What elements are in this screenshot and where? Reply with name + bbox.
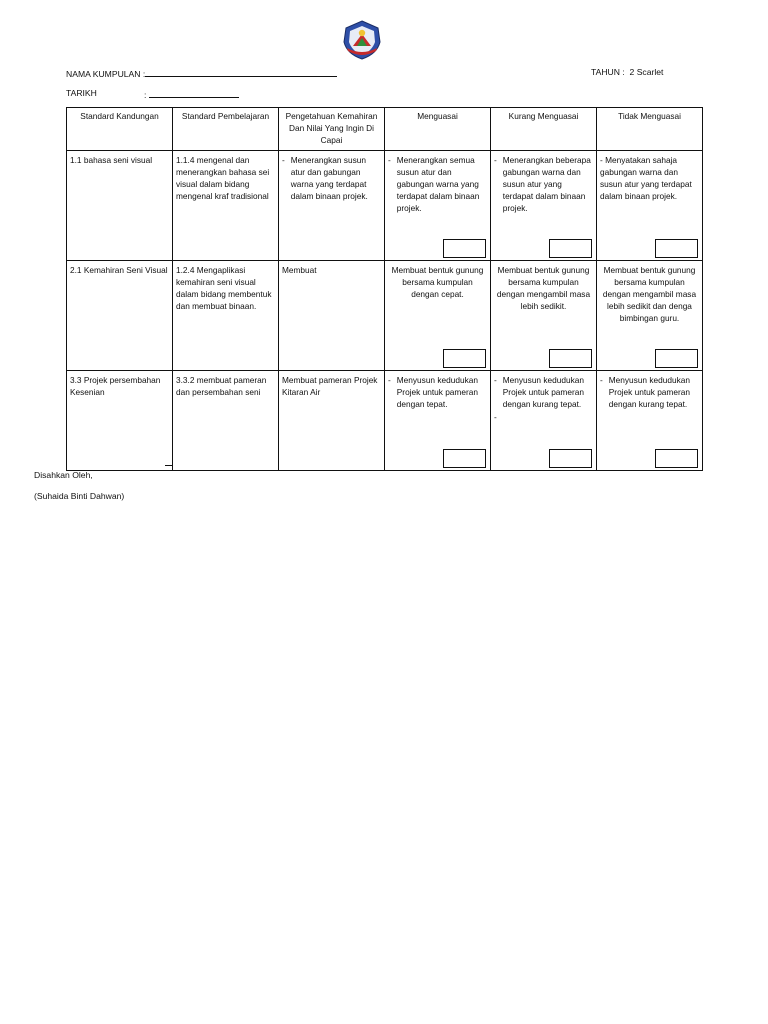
- year-label: TAHUN :: [591, 67, 625, 77]
- signature-line: [165, 465, 172, 466]
- cell-standard-kandungan: 1.1 bahasa seni visual: [67, 150, 173, 260]
- cell-text: Menyusun kedudukan Projek untuk pameran dengan kurang tepat.: [608, 374, 690, 410]
- group-name-line: [66, 67, 337, 79]
- cell-text: Menyusun kedudukan Projek untuk pameran dengan kurang tepat.: [502, 374, 584, 410]
- cell-menguasai: [385, 260, 491, 370]
- bullet-dash: -: [494, 412, 497, 423]
- mark-box[interactable]: [549, 239, 592, 258]
- header-pengetahuan: Pengetahuan Kemahiran Dan Nilai Yang Ingin Di Capai: [279, 108, 385, 151]
- approved-by-label: Disahkan Oleh,: [34, 470, 93, 480]
- bullet-dash: -: [600, 374, 603, 385]
- bullet-dash: -: [494, 374, 497, 385]
- cell-text: Menyusun kedudukan Projek untuk pameran dengan tepat.: [396, 374, 478, 410]
- bullet-dash: -: [388, 374, 391, 385]
- year-value: 2 Scarlet: [629, 67, 664, 77]
- table-row: [67, 260, 703, 370]
- mark-box[interactable]: [655, 449, 698, 468]
- table-row: [67, 150, 703, 260]
- cell-text: Menerangkan susun atur dan gabungan warna yang terdapat dalam binaan projek.: [290, 154, 368, 202]
- header-kurang-menguasai: Kurang Menguasai: [491, 108, 597, 151]
- cell-text: - Menyatakan sahaja gabungan warna dan susun atur yang terdapat dalam binaan projek.: [600, 154, 692, 202]
- mark-box[interactable]: [655, 239, 698, 258]
- mark-box[interactable]: [443, 349, 486, 368]
- cell-menguasai: [385, 370, 491, 470]
- mark-box[interactable]: [443, 449, 486, 468]
- bullet-dash: -: [282, 154, 285, 165]
- cell-text: Membuat bentuk gunung bersama kumpulan dengan mengambil masa lebih sedikit.: [496, 264, 591, 312]
- school-crest-icon: [341, 20, 383, 60]
- mark-box[interactable]: [443, 239, 486, 258]
- cell-standard-kandungan: 2.1 Kemahiran Seni Visual: [67, 260, 173, 370]
- cell-text: Membuat bentuk gunung bersama kumpulan dengan cepat.: [391, 264, 484, 300]
- cell-text: Menerangkan semua susun atur dan gabungan warna yang terdapat dalam binaan projek.: [396, 154, 480, 214]
- cell-standard-pembelajaran: 3.3.2 membuat pameran dan persembahan seni: [173, 370, 279, 470]
- cell-menguasai: [385, 150, 491, 260]
- header-standard-pembelajaran: Standard Pembelajaran: [173, 108, 279, 151]
- cell-tidak-menguasai: [597, 150, 703, 260]
- mark-box[interactable]: [655, 349, 698, 368]
- signatory-name: (Suhaida Binti Dahwan): [34, 491, 125, 501]
- date-blank[interactable]: [149, 88, 239, 98]
- bullet-dash: -: [494, 154, 497, 165]
- header-standard-kandungan: Standard Kandungan: [67, 108, 173, 151]
- cell-pengetahuan: Membuat pameran Projek Kitaran Air: [279, 370, 385, 470]
- cell-kurang-menguasai: [491, 260, 597, 370]
- table-header-row: [67, 108, 703, 151]
- cell-kurang-menguasai: [491, 370, 597, 470]
- header-menguasai: Menguasai: [385, 108, 491, 151]
- cell-kurang-menguasai: [491, 150, 597, 260]
- cell-text: Menerangkan beberapa gabungan warna dan susun atur yang terdapat dalam binaan projek.: [502, 154, 591, 214]
- bullet-dash: -: [388, 154, 391, 165]
- cell-standard-pembelajaran: 1.2.4 Mengaplikasi kemahiran seni visual dalam bidang membentuk dan membuat binaan.: [173, 260, 279, 370]
- date-label: TARIKH: [66, 88, 97, 98]
- group-name-blank[interactable]: [145, 67, 337, 77]
- cell-standard-kandungan: 3.3 Projek persembahan Kesenian: [67, 370, 173, 470]
- mark-box[interactable]: [549, 349, 592, 368]
- cell-text: Membuat bentuk gunung bersama kumpulan dengan mengambil masa lebih sedikit dan denga bimbingan guru.: [602, 264, 697, 324]
- date-colon: :: [144, 90, 147, 100]
- cell-standard-pembelajaran: 1.1.4 mengenal dan menerangkan bahasa sei visual dalam bidang mengenal kraf tradisional: [173, 150, 279, 260]
- group-name-label: NAMA KUMPULAN :: [66, 69, 146, 79]
- cell-tidak-menguasai: [597, 260, 703, 370]
- cell-tidak-menguasai: [597, 370, 703, 470]
- table-row: [67, 370, 703, 470]
- mark-box[interactable]: [549, 449, 592, 468]
- rubric-table: [66, 107, 703, 471]
- cell-pengetahuan: Membuat: [279, 260, 385, 370]
- date-line: [144, 88, 239, 100]
- year-line: [591, 67, 663, 77]
- header-tidak-menguasai: Tidak Menguasai: [597, 108, 703, 151]
- cell-pengetahuan: [279, 150, 385, 260]
